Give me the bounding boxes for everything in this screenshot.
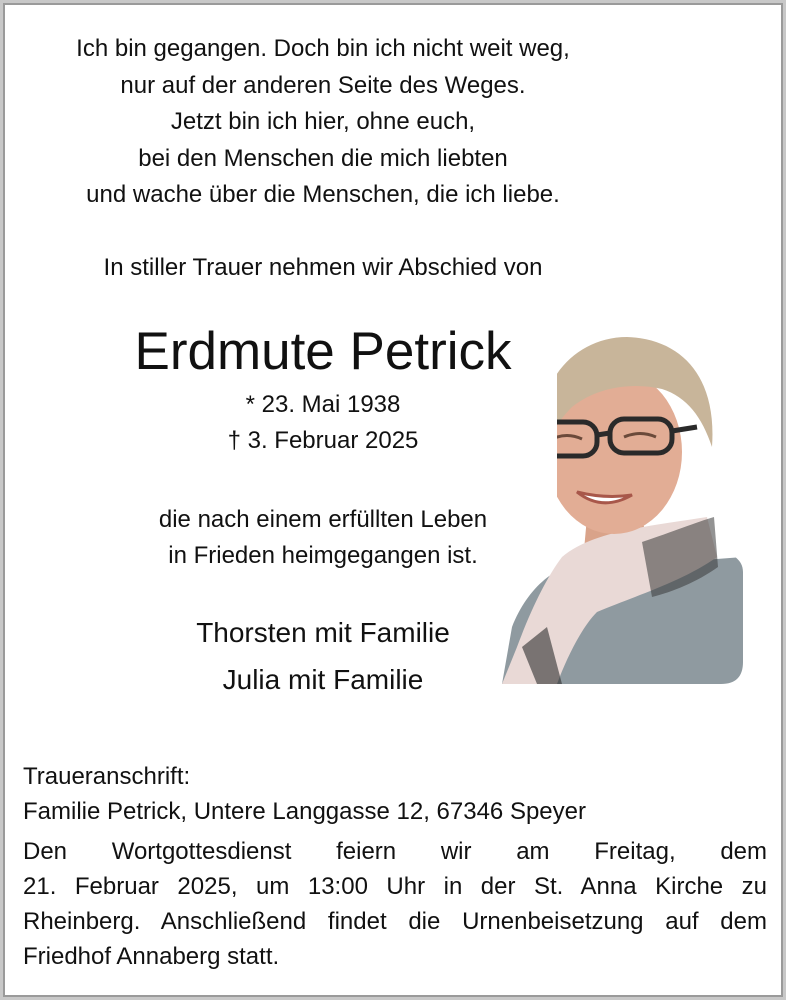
mourner-line: Julia mit Familie: [222, 664, 424, 695]
service-line: Friedhof Annaberg statt.: [23, 943, 280, 970]
passing-line: die nach einem erfüllten Leben: [158, 506, 488, 533]
death-date: † 3. Februar 2025: [227, 427, 419, 454]
poem-line: und wache über die Menschen, die ich liebe.: [86, 181, 560, 208]
mourner-line: Thorsten mit Familie: [196, 617, 450, 648]
poem-line: Jetzt bin ich hier, ohne euch,: [170, 108, 476, 135]
poem-line: nur auf der anderen Seite des Weges.: [120, 71, 526, 99]
service-info: [23, 834, 767, 974]
poem-line: Ich bin gegangen. Doch bin ich nicht weit weg,: [76, 35, 570, 62]
service-line: Den Wortgottesdienst feiern wir am Freitag, dem: [23, 838, 767, 865]
service-line: Rheinberg. Anschließend findet die Urnenbeisetzung auf dem: [23, 908, 767, 935]
address-label: Traueranschrift:: [23, 763, 191, 790]
poem: [5, 31, 641, 214]
footer-info: [23, 759, 767, 974]
portrait-photo: [502, 327, 743, 684]
address-text: Familie Petrick, Untere Langgasse 12, 67346 Speyer: [23, 798, 586, 825]
deceased-name: Erdmute Petrick: [134, 322, 512, 381]
service-line: 21. Februar 2025, um 13:00 Uhr in der St. Anna Kirche zu: [23, 873, 767, 900]
poem-line: bei den Menschen die mich liebten: [138, 144, 508, 172]
passing-line: in Frieden heimgegangen ist.: [168, 542, 478, 569]
intro-text: In stiller Trauer nehmen wir Abschied von: [103, 254, 543, 281]
birth-date: * 23. Mai 1938: [245, 391, 401, 418]
obituary-notice: [3, 3, 783, 997]
